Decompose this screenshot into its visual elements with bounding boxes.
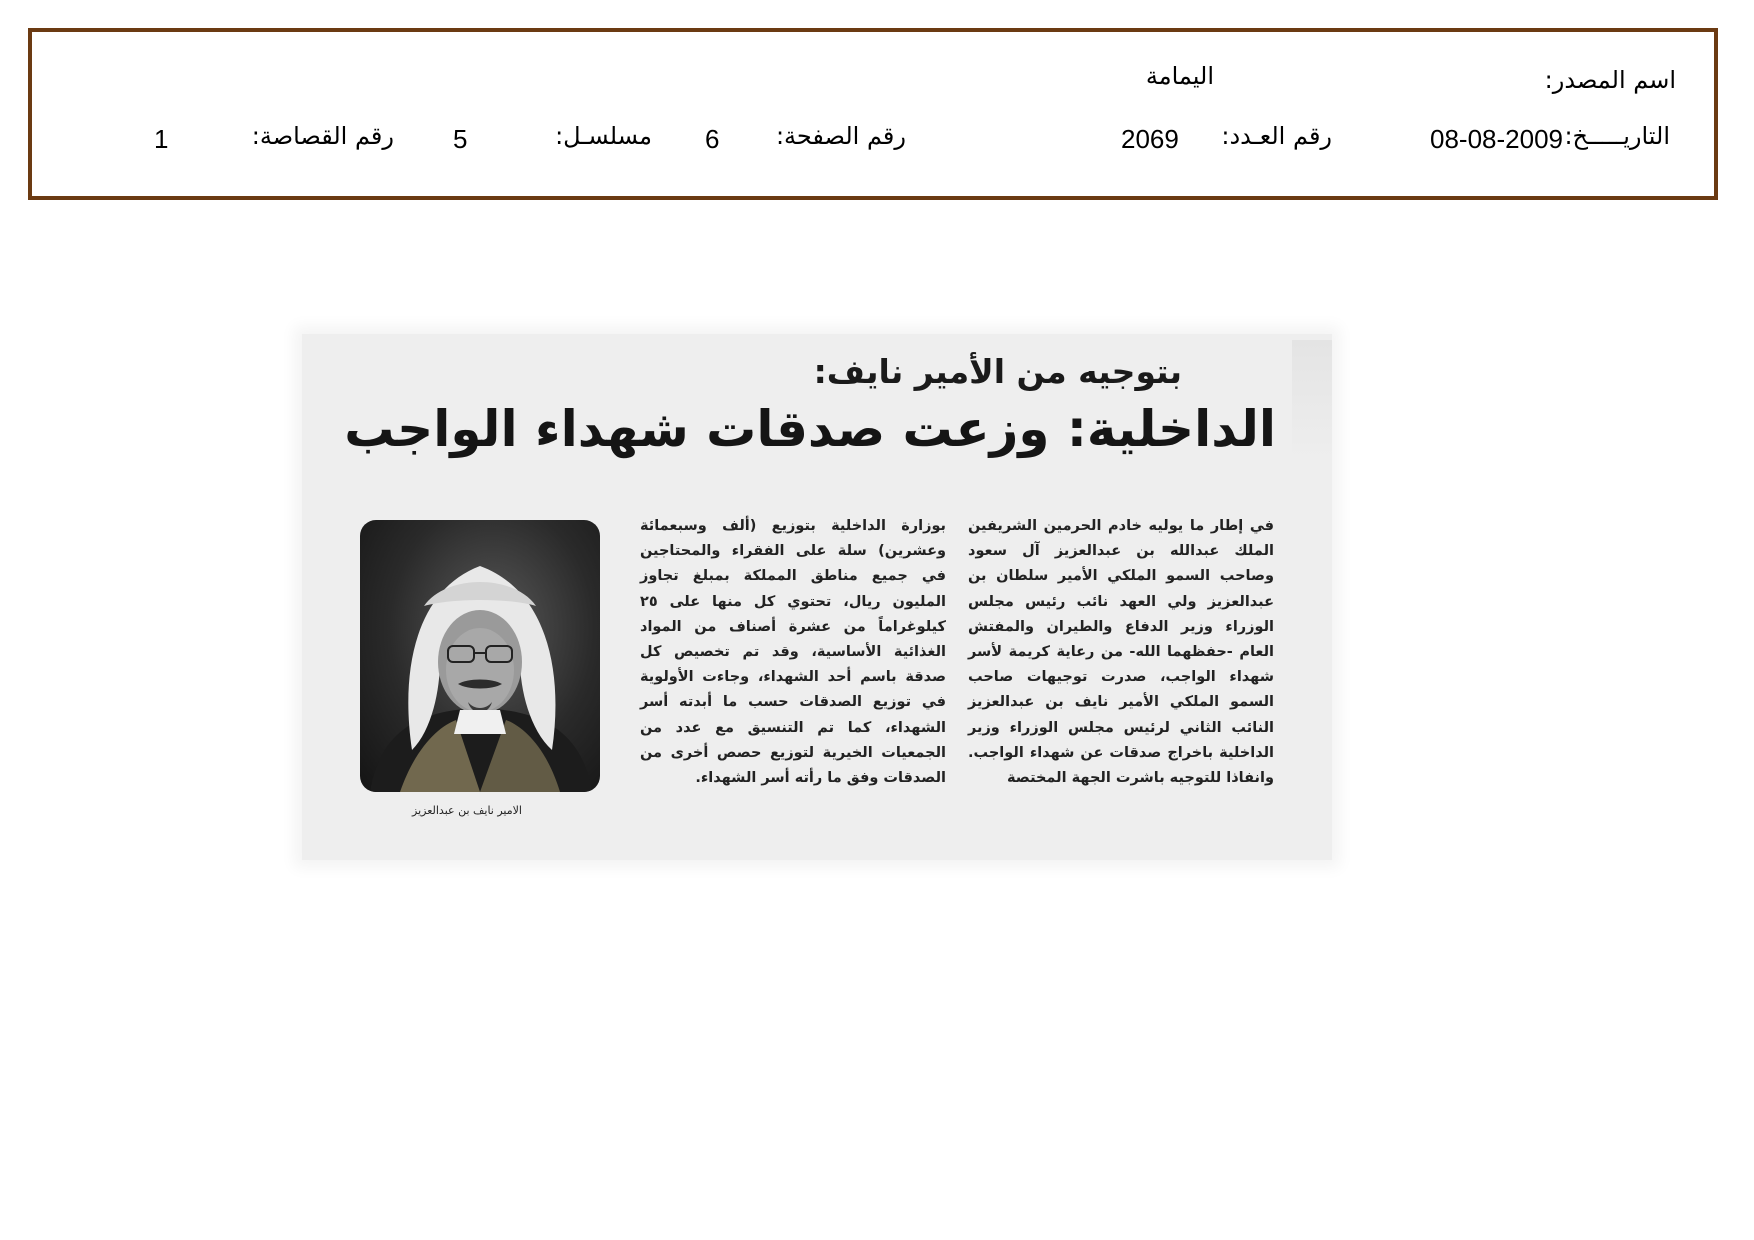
newspaper-clipping (302, 334, 1332, 860)
portrait-illustration (360, 520, 600, 792)
date-label: التاريـــــخ: (1564, 122, 1670, 150)
article-body-right: في إطار ما يوليه خادم الحرمين الشريفين الملك عبدالله بن عبدالعزيز آل سعود وصاحب السمو الملكي الأمير سلطان بن عبدالعزيز ولي العهد نائب رئيس مجلس الوزراء وزير الدفاع والطيران والمفتش العام -حفظهما الله- من رعاية كريمة لأسر شهداء الواجب، صدرت توجيهات صاحب السمو الملكي الأمير نايف بن عبدالعزيز النائب الثاني لرئيس مجلس الوزراء وزير الداخلية باخراج صدقات عن شهداء الواجب. وانفاذا للتوجيه باشرت الجهة المختصة (968, 518, 1274, 787)
source-label: اسم المصدر: (1544, 66, 1676, 94)
portrait-photo (360, 520, 600, 792)
page-label: رقم الصفحة: (775, 122, 906, 150)
article-column-left (640, 514, 946, 791)
article-column-right (968, 514, 1274, 791)
source-value: اليمامة (1145, 62, 1214, 90)
issue-label: رقم العـدد: (1221, 122, 1332, 150)
metadata-box (28, 28, 1718, 200)
clip-label: رقم القصاصة: (251, 122, 394, 150)
article-kicker: بتوجيه من الأمير نايف: (813, 352, 1182, 391)
article-body-left: بوزارة الداخلية بتوزيع (ألف وسبعمائة وعشرين) سلة على الفقراء والمحتاجين في جميع مناطق المملكة بمبلغ تجاوز المليون ريال، تحتوي كل منها على ٢٥ كيلوغراماً من عشرة أصناف من المواد الغذائية الأساسية، وقد تم تخصيص كل صدقة باسم أحد الشهداء، وجاءت الأولوية في توزيع الصدقات حسب ما أبدته أسر الشهداء، كما تم التنسيق مع عدد من الجمعيات الخيرية لتوزيع حصص أخرى من الصدقات وفق ما رأته أسر الشهداء. (640, 518, 946, 787)
date-value: 08-08-2009 (1430, 124, 1563, 154)
serial-value: 5 (453, 124, 468, 154)
article-headline: الداخلية: وزعت صدقات شهداء الواجب (344, 400, 1276, 458)
bleed-through-strip (1292, 340, 1332, 460)
page-value: 6 (705, 124, 720, 154)
issue-value: 2069 (1121, 124, 1179, 154)
clip-value: 1 (154, 124, 169, 154)
serial-label: مسلسـل: (555, 122, 652, 150)
photo-caption: الامير نايف بن عبدالعزيز (412, 804, 522, 817)
